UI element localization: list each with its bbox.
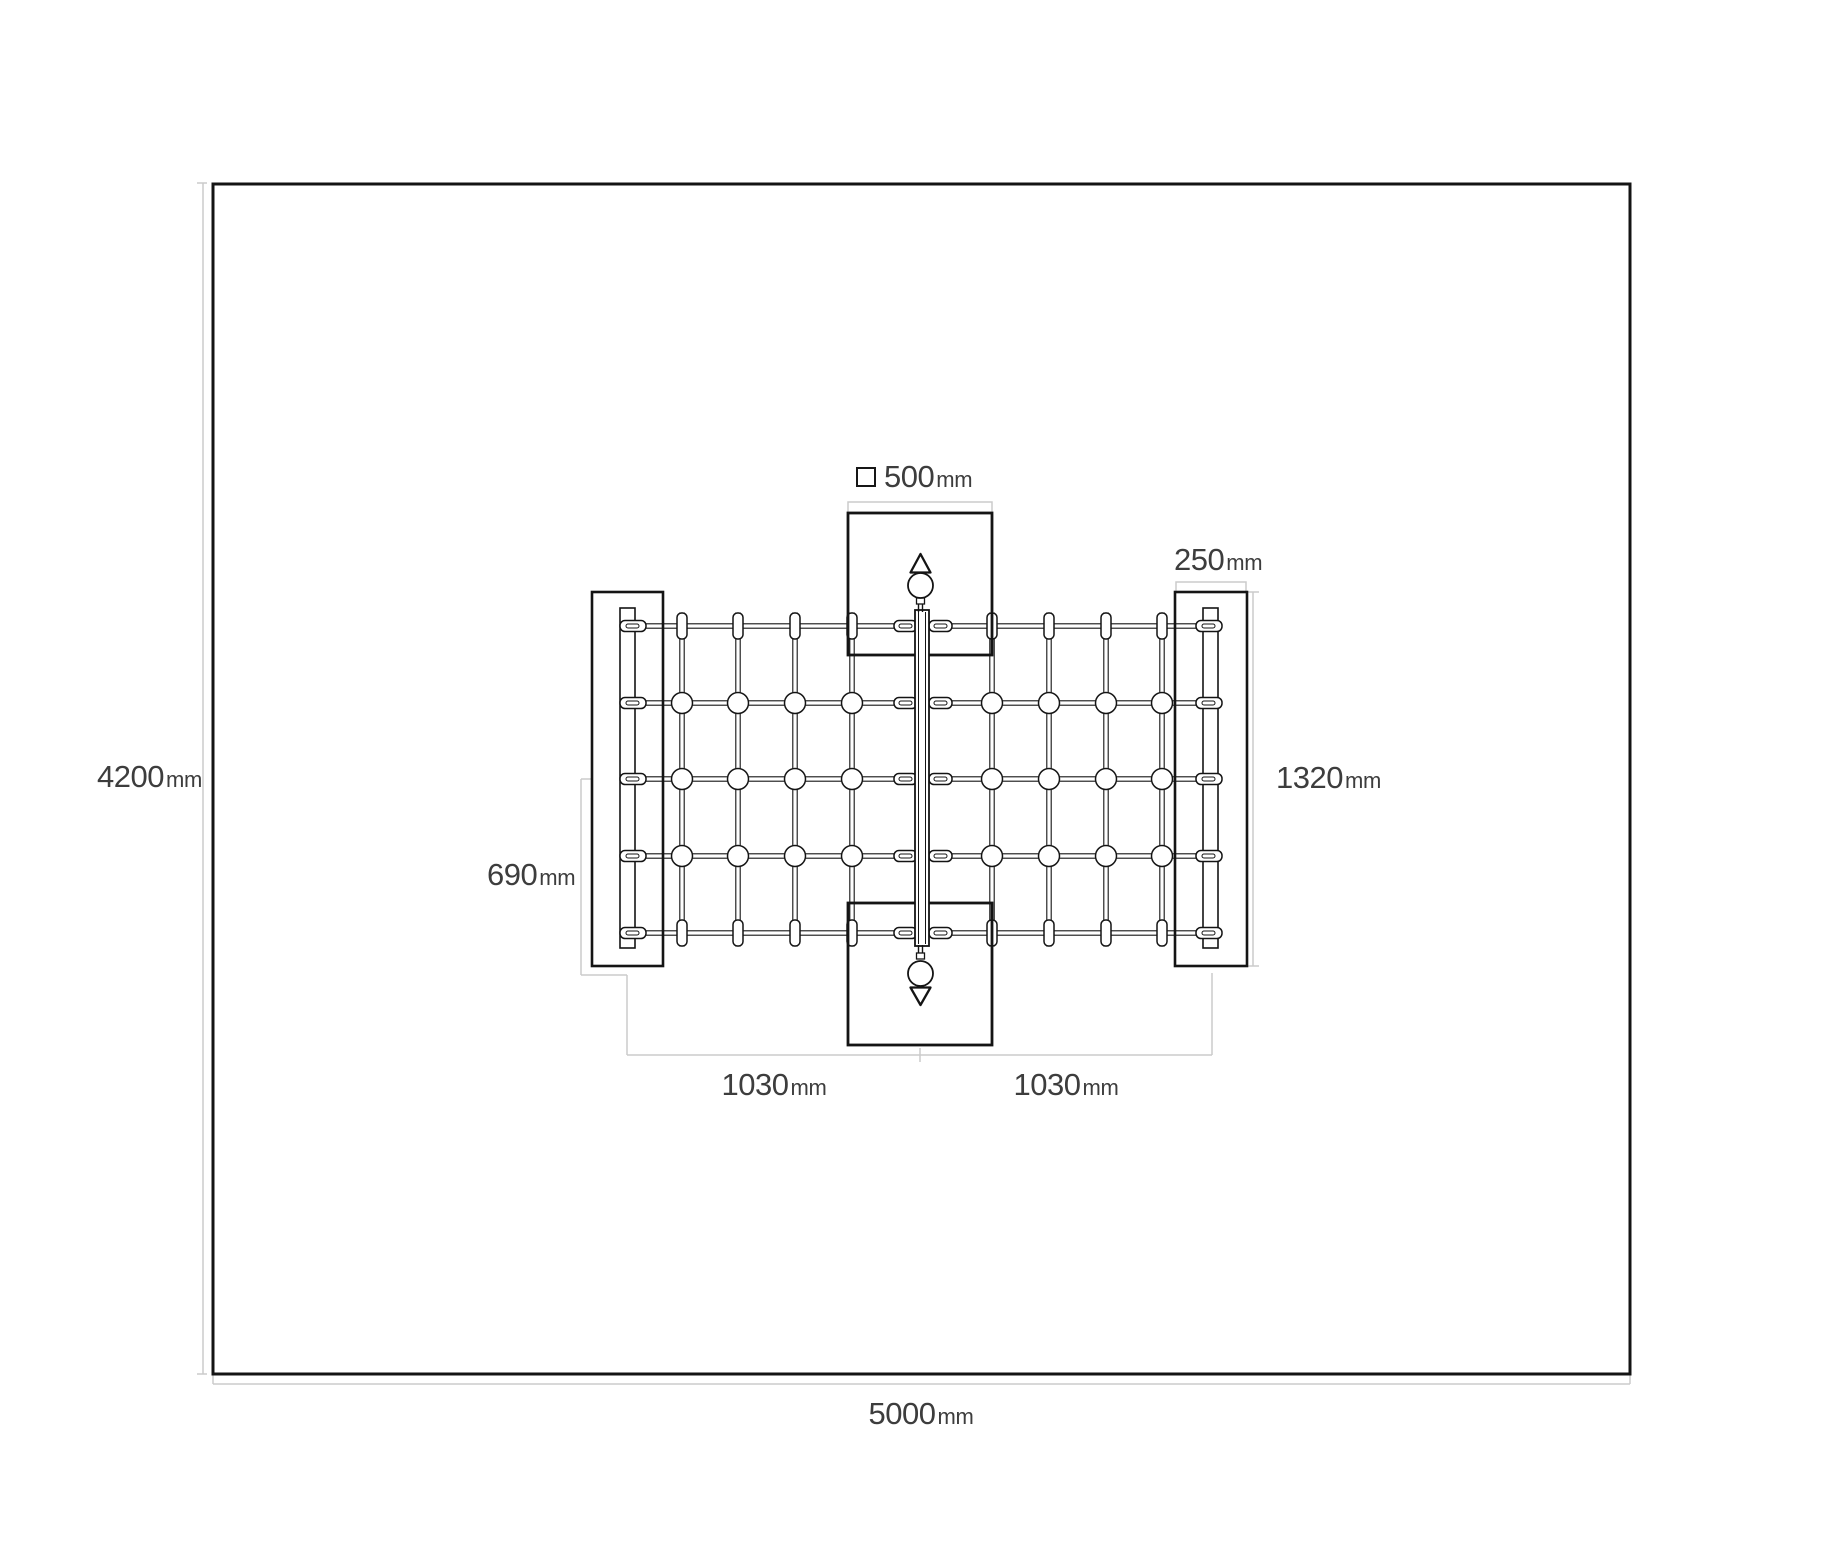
rope-cross-connector xyxy=(842,769,863,790)
rope-cross-connector xyxy=(728,769,749,790)
rope-eye-connector xyxy=(1196,621,1222,632)
rope-cross-connector xyxy=(785,846,806,867)
dim-unit: mm xyxy=(165,767,203,792)
rope-end-connector xyxy=(1044,920,1054,946)
dim-value: 1030 xyxy=(721,1067,789,1102)
rope-cross-connector xyxy=(785,769,806,790)
dim-unit: mm xyxy=(1226,550,1263,575)
rope-cross-connector xyxy=(1039,693,1060,714)
marker-arrow xyxy=(911,554,931,573)
marker-pin-collar xyxy=(917,598,925,604)
rope-end-connector xyxy=(1157,613,1167,639)
rope-cross-connector xyxy=(672,846,693,867)
rope-eye-connector xyxy=(1196,698,1222,709)
dim-label-span-right xyxy=(1013,1067,1118,1103)
rope-cross-connector xyxy=(1039,769,1060,790)
rope-eye-connector xyxy=(1196,774,1222,785)
rope-sleeve-connector xyxy=(894,621,917,632)
marker-ball xyxy=(908,961,933,986)
rope-eye-connector xyxy=(620,851,646,862)
rope-cross-connector xyxy=(1039,846,1060,867)
rope-cross-connector xyxy=(672,693,693,714)
rope-cross-connector xyxy=(842,693,863,714)
rope-sleeve-connector xyxy=(929,928,952,939)
dim-label-post-length xyxy=(1276,760,1381,796)
dim-value: 4200 xyxy=(97,759,164,794)
rope-cross-connector xyxy=(982,693,1003,714)
rope-end-connector xyxy=(733,920,743,946)
rope-sleeve-connector xyxy=(894,774,917,785)
rope-sleeve-connector xyxy=(929,851,952,862)
rope-end-connector xyxy=(790,920,800,946)
rope-end-connector xyxy=(1044,613,1054,639)
dim-value: 690 xyxy=(487,857,538,892)
rope-end-connector xyxy=(1157,920,1167,946)
rope-cross-connector xyxy=(728,693,749,714)
rope-end-connector xyxy=(677,920,687,946)
dim-value: 250 xyxy=(1174,542,1225,577)
center-beam xyxy=(915,610,929,946)
dim-value: 1320 xyxy=(1276,760,1343,795)
dim-label-area-height xyxy=(97,759,202,795)
dim-unit: mm xyxy=(539,865,576,890)
dim-label-area-width xyxy=(868,1396,973,1432)
rope-end-connector xyxy=(677,613,687,639)
dim-label-center-offset xyxy=(487,857,575,893)
dim-unit: mm xyxy=(937,1404,974,1429)
rope-cross-connector xyxy=(982,846,1003,867)
marker-ball xyxy=(908,573,933,598)
rope-cross-connector xyxy=(728,846,749,867)
rope-eye-connector xyxy=(620,928,646,939)
dim-unit: mm xyxy=(936,467,973,492)
dim-label-span-left xyxy=(721,1067,826,1103)
rope-cross-connector xyxy=(1152,846,1173,867)
rope-cross-connector xyxy=(1096,769,1117,790)
rope-eye-connector xyxy=(1196,928,1222,939)
dim-value: 1030 xyxy=(1013,1067,1081,1102)
rope-sleeve-connector xyxy=(929,774,952,785)
rope-cross-connector xyxy=(982,769,1003,790)
rope-sleeve-connector xyxy=(929,698,952,709)
dimension-line xyxy=(1176,582,1246,592)
marker-pin-collar xyxy=(917,953,925,959)
rope-eye-connector xyxy=(620,774,646,785)
rope-end-connector xyxy=(733,613,743,639)
rope-cross-connector xyxy=(1152,693,1173,714)
rope-end-connector xyxy=(1101,613,1111,639)
dim-unit: mm xyxy=(790,1075,827,1100)
dim-unit: mm xyxy=(1344,768,1382,793)
marker-arrow xyxy=(911,988,931,1006)
rope-sleeve-connector xyxy=(929,621,952,632)
rope-sleeve-connector xyxy=(894,851,917,862)
rope-cross-connector xyxy=(1096,846,1117,867)
dim-value: 5000 xyxy=(868,1396,936,1431)
rope-cross-connector xyxy=(1096,693,1117,714)
dim-value: 500 xyxy=(884,459,935,494)
square-symbol-icon xyxy=(856,467,876,487)
rope-eye-connector xyxy=(620,621,646,632)
rope-cross-connector xyxy=(1152,769,1173,790)
rope-eye-connector xyxy=(1196,851,1222,862)
dim-label-anchor-square xyxy=(856,459,972,495)
rope-sleeve-connector xyxy=(894,698,917,709)
rope-cross-connector xyxy=(785,693,806,714)
rope-eye-connector xyxy=(620,698,646,709)
rope-end-connector xyxy=(1101,920,1111,946)
dim-label-post-width xyxy=(1174,542,1262,578)
dim-unit: mm xyxy=(1082,1075,1119,1100)
rope-cross-connector xyxy=(842,846,863,867)
rope-end-connector xyxy=(790,613,800,639)
rope-cross-connector xyxy=(672,769,693,790)
rope-sleeve-connector xyxy=(894,928,917,939)
